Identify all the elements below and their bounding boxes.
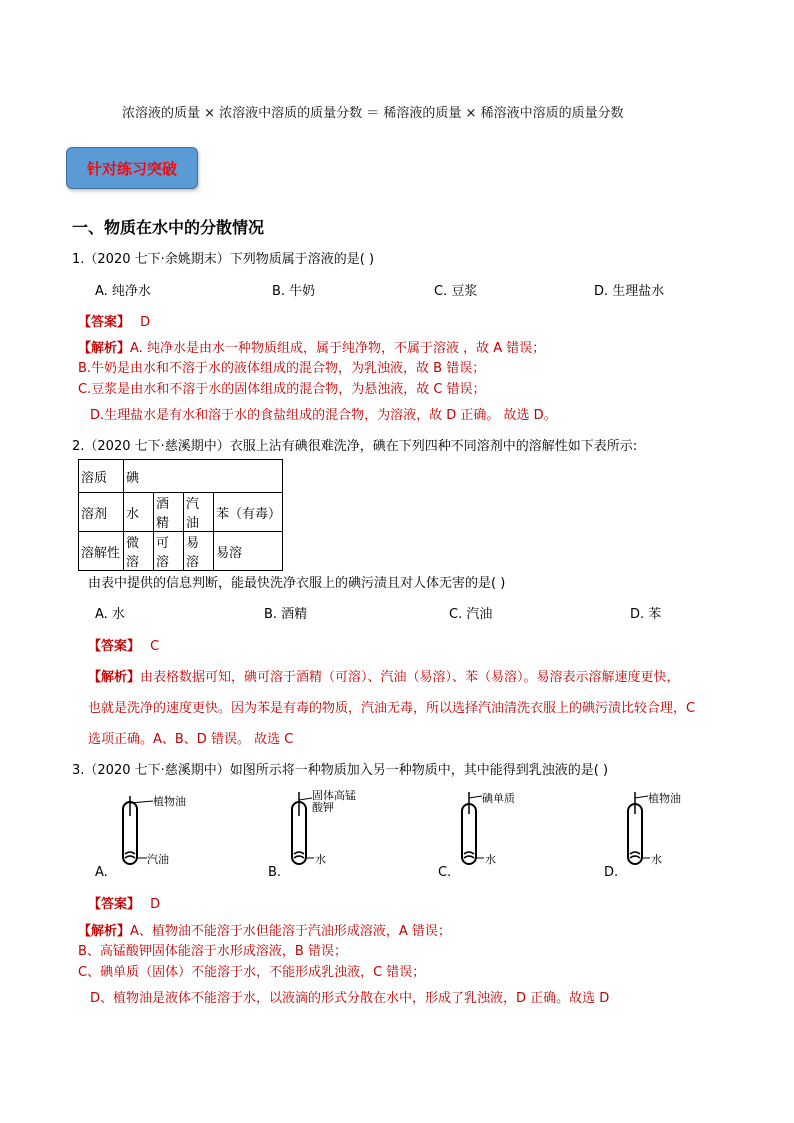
figure-d-top-label: 植物油 — [648, 792, 681, 805]
figure-a-top-label: 植物油 — [153, 795, 186, 808]
q1-option-c: C. 豆浆 — [434, 284, 478, 299]
analysis-text: A. 纯净水是由水一种物质组成，属于纯净物，不属于溶液 ，故 A 错误； — [130, 341, 546, 356]
q2-answer — [88, 635, 159, 654]
q2-analysis-line-1 — [88, 666, 680, 685]
table-cell: 碘 — [124, 460, 283, 493]
q2-option-a: A. 水 — [95, 607, 125, 622]
q2-analysis-line-2: 也就是洗净的速度更快。因为苯是有毒的物质，汽油无毒，所以选择汽油清洗衣服上的碘污渍比较合理，C — [88, 701, 696, 716]
q2-analysis-line-3: 选项正确。A、B、D 错误。 故选 C — [88, 732, 294, 747]
table-cell: 溶质 — [79, 460, 124, 493]
q2-prompt: 由表中提供的信息判断，能最快洗净衣服上的碘污渍且对人体无害的是( ) — [88, 576, 506, 591]
q1-analysis-line-3: C.豆浆是由水和不溶于水的固体组成的混合物，为悬浊液，故 C 错误； — [78, 382, 486, 397]
figure-d — [604, 790, 704, 880]
q2-option-b: B. 酒精 — [264, 607, 308, 622]
q3-analysis-line-1 — [78, 920, 451, 939]
analysis-text: A、植物油不能溶于水但能溶于汽油形成溶液，A 错误； — [130, 924, 451, 939]
figure-d-side-label: 水 — [651, 853, 662, 866]
figure-c-letter: C. — [438, 865, 452, 880]
q3-analysis-line-2: B、高锰酸钾固体能溶于水形成溶液，B 错误； — [78, 944, 347, 959]
q1-stem: 1.（2020 七下·余姚期末）下列物质属于溶液的是( ) — [72, 252, 375, 267]
q2-option-c: C. 汽油 — [449, 607, 493, 622]
figure-d-letter: D. — [604, 865, 619, 880]
q3-stem: 3.（2020 七下·慈溪期中）如图所示将一种物质加入另一种物质中，其中能得到乳浊液的是( ) — [72, 763, 609, 778]
figure-b-letter: B. — [268, 865, 282, 880]
analysis-text: 由表格数据可知，碘可溶于酒精（可溶）、汽油（易溶）、苯（易溶）。易溶表示溶解速度更快， — [140, 670, 680, 685]
q2-option-d: D. 苯 — [630, 607, 662, 622]
answer-label: 【答案】 — [88, 897, 141, 912]
q1-option-b: B. 牛奶 — [272, 284, 316, 299]
answer-label: 【答案】 — [78, 315, 131, 330]
q2-stem: 2.（2020 七下·慈溪期中）衣服上沾有碘很难洗净，碘在下列四种不同溶剂中的溶解性如下表所示: — [72, 439, 638, 454]
q1-option-d: D. 生理盐水 — [594, 284, 665, 299]
figure-c-top-label: 碘单质 — [482, 792, 515, 805]
table-cell: 水 — [124, 493, 154, 532]
section-banner: 针对练习突破 — [66, 147, 198, 189]
figure-a — [95, 790, 195, 880]
analysis-label: 【解析】 — [78, 924, 131, 939]
table-cell: 溶解性 — [79, 532, 124, 571]
table-cell: 汽油 — [184, 493, 214, 532]
analysis-label: 【解析】 — [78, 341, 131, 356]
answer-label: 【答案】 — [88, 639, 141, 654]
figure-a-letter: A. — [95, 865, 108, 880]
q1-answer — [78, 311, 150, 330]
table-cell: 苯（有毒） — [214, 493, 283, 532]
figure-b-top-label: 固体高锰酸钾 — [312, 789, 356, 814]
table-row — [79, 493, 283, 532]
q1-option-a: A. 纯净水 — [95, 284, 151, 299]
analysis-label: 【解析】 — [88, 670, 141, 685]
figure-b-side-label: 水 — [315, 853, 326, 866]
table-cell: 微溶 — [124, 532, 154, 571]
formula-line: 浓溶液的质量 × 浓溶液中溶质的质量分数 ＝ 稀溶液的质量 × 稀溶液中溶质的质量分数 — [122, 106, 624, 121]
section-title: 一、物质在水中的分散情况 — [72, 218, 265, 237]
q1-analysis-line-2: B.牛奶是由水和不溶于水的液体组成的混合物，为乳浊液，故 B 错误； — [78, 361, 486, 376]
table-cell: 易溶 — [184, 532, 214, 571]
figure-c — [438, 790, 538, 880]
table-cell: 溶剂 — [79, 493, 124, 532]
figure-b — [268, 790, 368, 880]
q1-analysis-line-4: D.生理盐水是有水和溶于水的食盐组成的混合物，为溶液，故 D 正确。 故选 D。 — [90, 408, 557, 423]
table-row — [79, 460, 283, 493]
answer-value: C — [150, 639, 160, 654]
figure-a-side-label: 汽油 — [147, 853, 169, 866]
q3-analysis-line-3: C、碘单质（固体）不能溶于水，不能形成乳浊液，C 错误； — [78, 965, 426, 980]
solubility-table — [78, 459, 283, 571]
table-row — [79, 532, 283, 571]
q3-analysis-line-4: D、植物油是液体不能溶于水，以液滴的形式分散在水中，形成了乳浊液，D 正确。故选 D — [90, 991, 610, 1006]
table-cell: 酒精 — [154, 493, 184, 532]
answer-value: D — [140, 315, 151, 330]
q3-answer — [88, 893, 160, 912]
answer-value: D — [150, 897, 161, 912]
q1-analysis-line-1 — [78, 337, 545, 356]
table-cell: 可溶 — [154, 532, 184, 571]
figure-c-side-label: 水 — [485, 853, 496, 866]
table-cell: 易溶 — [214, 532, 283, 571]
